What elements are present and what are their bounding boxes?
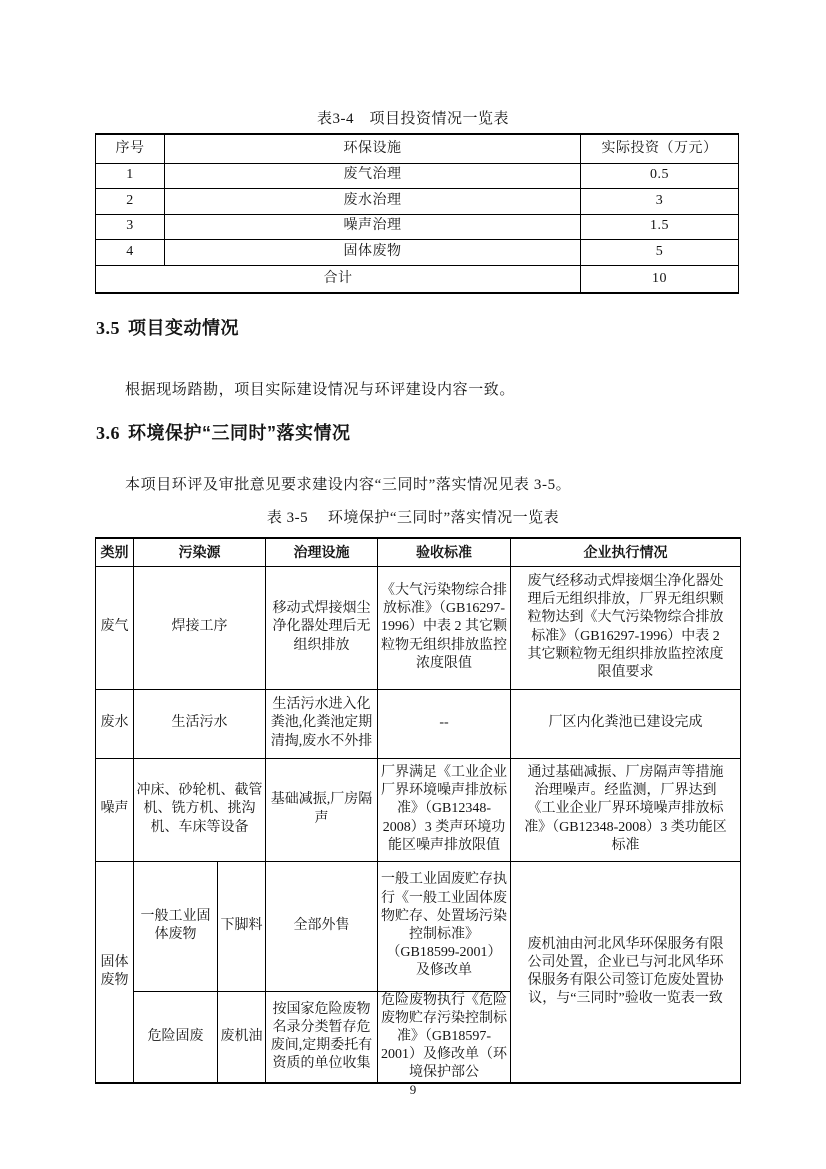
cell-source: 焊接工序 xyxy=(134,566,266,689)
column-header-index: 序号 xyxy=(96,134,165,163)
cell-status: 通过基础减振、厂房隔声等措施治理噪声。经监测，厂界达到《工业企业厂界环境噪声排放标准》（GB12348-2008）3 类功能区标准 xyxy=(511,758,741,861)
total-value: 10 xyxy=(581,265,739,293)
table-total-row xyxy=(96,265,739,293)
section-3-6-paragraph: 本项目环评及审批意见要求建设内容“三同时”落实情况见表 3-5。 xyxy=(125,477,572,493)
cell: 废水治理 xyxy=(165,188,581,214)
column-header-investment: 实际投资（万元） xyxy=(581,134,739,163)
table-3-5-header-row xyxy=(96,538,741,566)
column-header-category: 类别 xyxy=(96,538,134,566)
total-label: 合计 xyxy=(96,265,581,293)
section-3-6-heading xyxy=(96,419,351,445)
column-header-status: 企业执行情况 xyxy=(511,538,741,566)
cell-source-item: 下脚料 xyxy=(218,861,266,991)
column-header-source: 污染源 xyxy=(134,538,266,566)
section-number: 3.6 xyxy=(96,423,120,443)
row-waste-water xyxy=(96,689,741,758)
cell-standard: 危险废物执行《危险废物贮存污染控制标准》（GB18597-2001）及修改单（环境保护部公 xyxy=(378,991,511,1083)
cell: 噪声治理 xyxy=(165,214,581,239)
cell: 1 xyxy=(96,163,165,188)
table-3-5 xyxy=(95,537,741,1084)
cell: 5 xyxy=(581,239,739,265)
cell-facility: 移动式焊接烟尘净化器处理后无组织排放 xyxy=(266,566,378,689)
cell-category: 废气 xyxy=(96,566,134,689)
table-3-4-header-row xyxy=(96,134,739,163)
cell-standard: 厂界满足《工业企业厂界环境噪声排放标准》（GB12348-2008）3 类声环境功能区噪声排放限值 xyxy=(378,758,511,861)
cell-source: 冲床、砂轮机、截管机、铣方机、挑沟机、车床等设备 xyxy=(134,758,266,861)
cell-category: 废水 xyxy=(96,689,134,758)
column-header-standard: 验收标准 xyxy=(378,538,511,566)
cell-source-type: 危险固废 xyxy=(134,991,218,1083)
table-row xyxy=(96,214,739,239)
table-row xyxy=(96,163,739,188)
cell-category: 固体废物 xyxy=(96,861,134,1083)
cell-status: 厂区内化粪池已建设完成 xyxy=(511,689,741,758)
row-noise xyxy=(96,758,741,861)
cell-source: 生活污水 xyxy=(134,689,266,758)
cell-standard: 一般工业固废贮存执行《一般工业固体废物贮存、处置场污染控制标准》（GB18599-2001）及修改单 xyxy=(378,861,511,991)
table-3-5-caption: 表 3-5 环境保护“三同时”落实情况一览表 xyxy=(266,510,560,526)
table-3-4 xyxy=(95,133,739,294)
section-title: 环境保护“三同时”落实情况 xyxy=(128,423,351,443)
cell: 3 xyxy=(96,214,165,239)
table-row xyxy=(96,188,739,214)
cell-source-item: 废机油 xyxy=(218,991,266,1083)
column-header-facility: 治理设施 xyxy=(266,538,378,566)
cell: 1.5 xyxy=(581,214,739,239)
cell-status: 废气经移动式焊接烟尘净化器处理后无组织排放，厂界无组织颗粒物达到《大气污染物综合排放标准》（GB16297-1996）中表 2 其它颗粒物无组织排放监控浓度限值要求 xyxy=(511,566,741,689)
cell-facility: 生活污水进入化粪池,化粪池定期清掏,废水不外排 xyxy=(266,689,378,758)
cell: 固体废物 xyxy=(165,239,581,265)
section-3-5-heading xyxy=(96,314,239,340)
cell-status: 废机油由河北风华环保服务有限公司处置，企业已与河北风华环保服务有限公司签订危废处置协议，与“三同时”验收一览表一致 xyxy=(511,861,741,1083)
cell-standard: -- xyxy=(378,689,511,758)
cell-facility: 按国家危险废物名录分类暂存危废间,定期委托有资质的单位收集 xyxy=(266,991,378,1083)
cell: 3 xyxy=(581,188,739,214)
cell-facility: 基础减振,厂房隔声 xyxy=(266,758,378,861)
cell-source-type: 一般工业固体废物 xyxy=(134,861,218,991)
cell: 0.5 xyxy=(581,163,739,188)
page-number: 9 xyxy=(409,1082,417,1097)
table-row xyxy=(96,239,739,265)
cell-standard: 《大气污染物综合排放标准》（GB16297-1996）中表 2 其它颗粒物无组织排放监控浓度限值 xyxy=(378,566,511,689)
cell-facility: 全部外售 xyxy=(266,861,378,991)
row-solid-waste-general xyxy=(96,861,741,991)
cell-category: 噪声 xyxy=(96,758,134,861)
cell: 废气治理 xyxy=(165,163,581,188)
cell: 2 xyxy=(96,188,165,214)
row-waste-gas xyxy=(96,566,741,689)
section-3-5-paragraph: 根据现场踏勘，项目实际建设情况与环评建设内容一致。 xyxy=(125,382,516,398)
cell: 4 xyxy=(96,239,165,265)
table-3-4-caption: 表3-4 项目投资情况一览表 xyxy=(317,111,509,127)
section-number: 3.5 xyxy=(96,318,120,338)
column-header-facility: 环保设施 xyxy=(165,134,581,163)
section-title: 项目变动情况 xyxy=(128,318,239,338)
